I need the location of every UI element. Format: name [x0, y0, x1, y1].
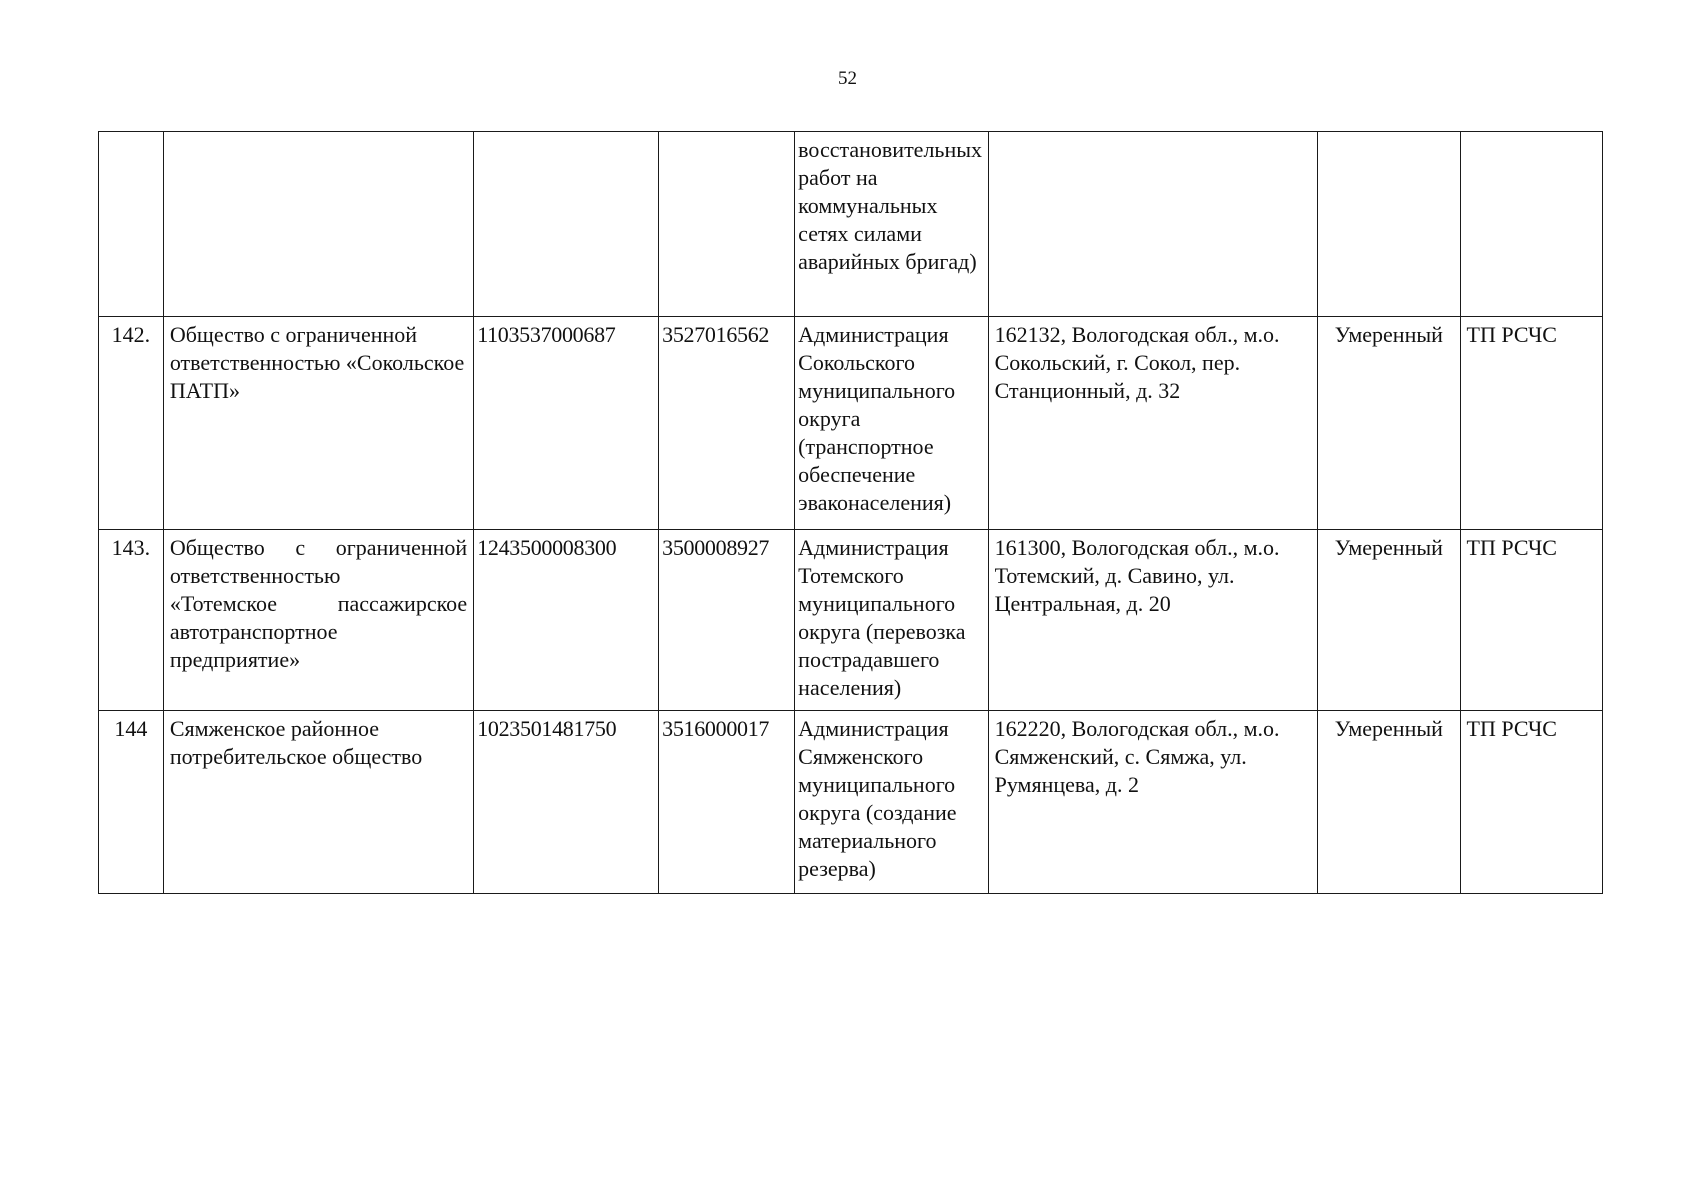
row-number	[99, 132, 164, 317]
organization-name	[163, 132, 473, 317]
subsystem-cell	[1460, 132, 1602, 317]
organization-name-line: предприятие»	[169, 647, 301, 672]
address-cell: 161300, Вологодская обл., м.о. Тотемский, д. Савино, ул. Центральная, д. 20	[988, 530, 1317, 711]
inn-cell: 3500008927	[659, 530, 795, 711]
address-cell: 162220, Вологодская обл., м.о. Сямженский, с. Сямжа, ул. Румянцева, д. 2	[988, 711, 1317, 894]
inn-cell: 3516000017	[659, 711, 795, 894]
risk-cell: Умеренный	[1318, 317, 1460, 530]
organization-name: Сямженское районное потребительское общество	[163, 711, 473, 894]
table-row	[99, 711, 1603, 894]
risk-cell: Умеренный	[1318, 711, 1460, 894]
organization-name-line: Общество с ограниченной	[169, 535, 468, 560]
organization-name	[163, 530, 473, 711]
subsystem-cell: ТП РСЧС	[1460, 530, 1602, 711]
risk-cell: Умеренный	[1318, 530, 1460, 711]
organization-name-line: «Тотемское пассажирское	[169, 591, 468, 616]
inn-cell: 3527016562	[659, 317, 795, 530]
supervisor-cell: Администрация Сямженского муниципального округа (создание материального резерва)	[795, 711, 988, 894]
organizations-table	[98, 131, 1603, 894]
page-number: 52	[838, 68, 857, 89]
supervisor-cell: Администрация Сокольского муниципального округа (транспортное обеспечение эваконаселения)	[795, 317, 988, 530]
inn-cell	[659, 132, 795, 317]
row-number: 144	[99, 711, 164, 894]
subsystem-cell: ТП РСЧС	[1460, 317, 1602, 530]
address-cell: 162132, Вологодская обл., м.о. Сокольский, г. Сокол, пер. Станционный, д. 32	[988, 317, 1317, 530]
organization-name: Общество с ограниченной ответственностью «Сокольское ПАТП»	[163, 317, 473, 530]
organization-name-line: ответственностью	[169, 563, 341, 588]
ogrn-cell: 1023501481750	[474, 711, 659, 894]
supervisor-cell: восстановительных работ на коммунальных сетях силами аварийных бригад)	[795, 132, 988, 317]
table-row	[99, 132, 1603, 317]
row-number: 143.	[99, 530, 164, 711]
organization-name-line: автотранспортное	[169, 619, 338, 644]
supervisor-cell: Администрация Тотемского муниципального округа (перевозка пострадавшего населения)	[795, 530, 988, 711]
row-number: 142.	[99, 317, 164, 530]
risk-cell	[1318, 132, 1460, 317]
ogrn-cell	[474, 132, 659, 317]
table-row	[99, 530, 1603, 711]
subsystem-cell: ТП РСЧС	[1460, 711, 1602, 894]
table-row	[99, 317, 1603, 530]
ogrn-cell: 1243500008300	[474, 530, 659, 711]
ogrn-cell: 1103537000687	[474, 317, 659, 530]
address-cell	[988, 132, 1317, 317]
